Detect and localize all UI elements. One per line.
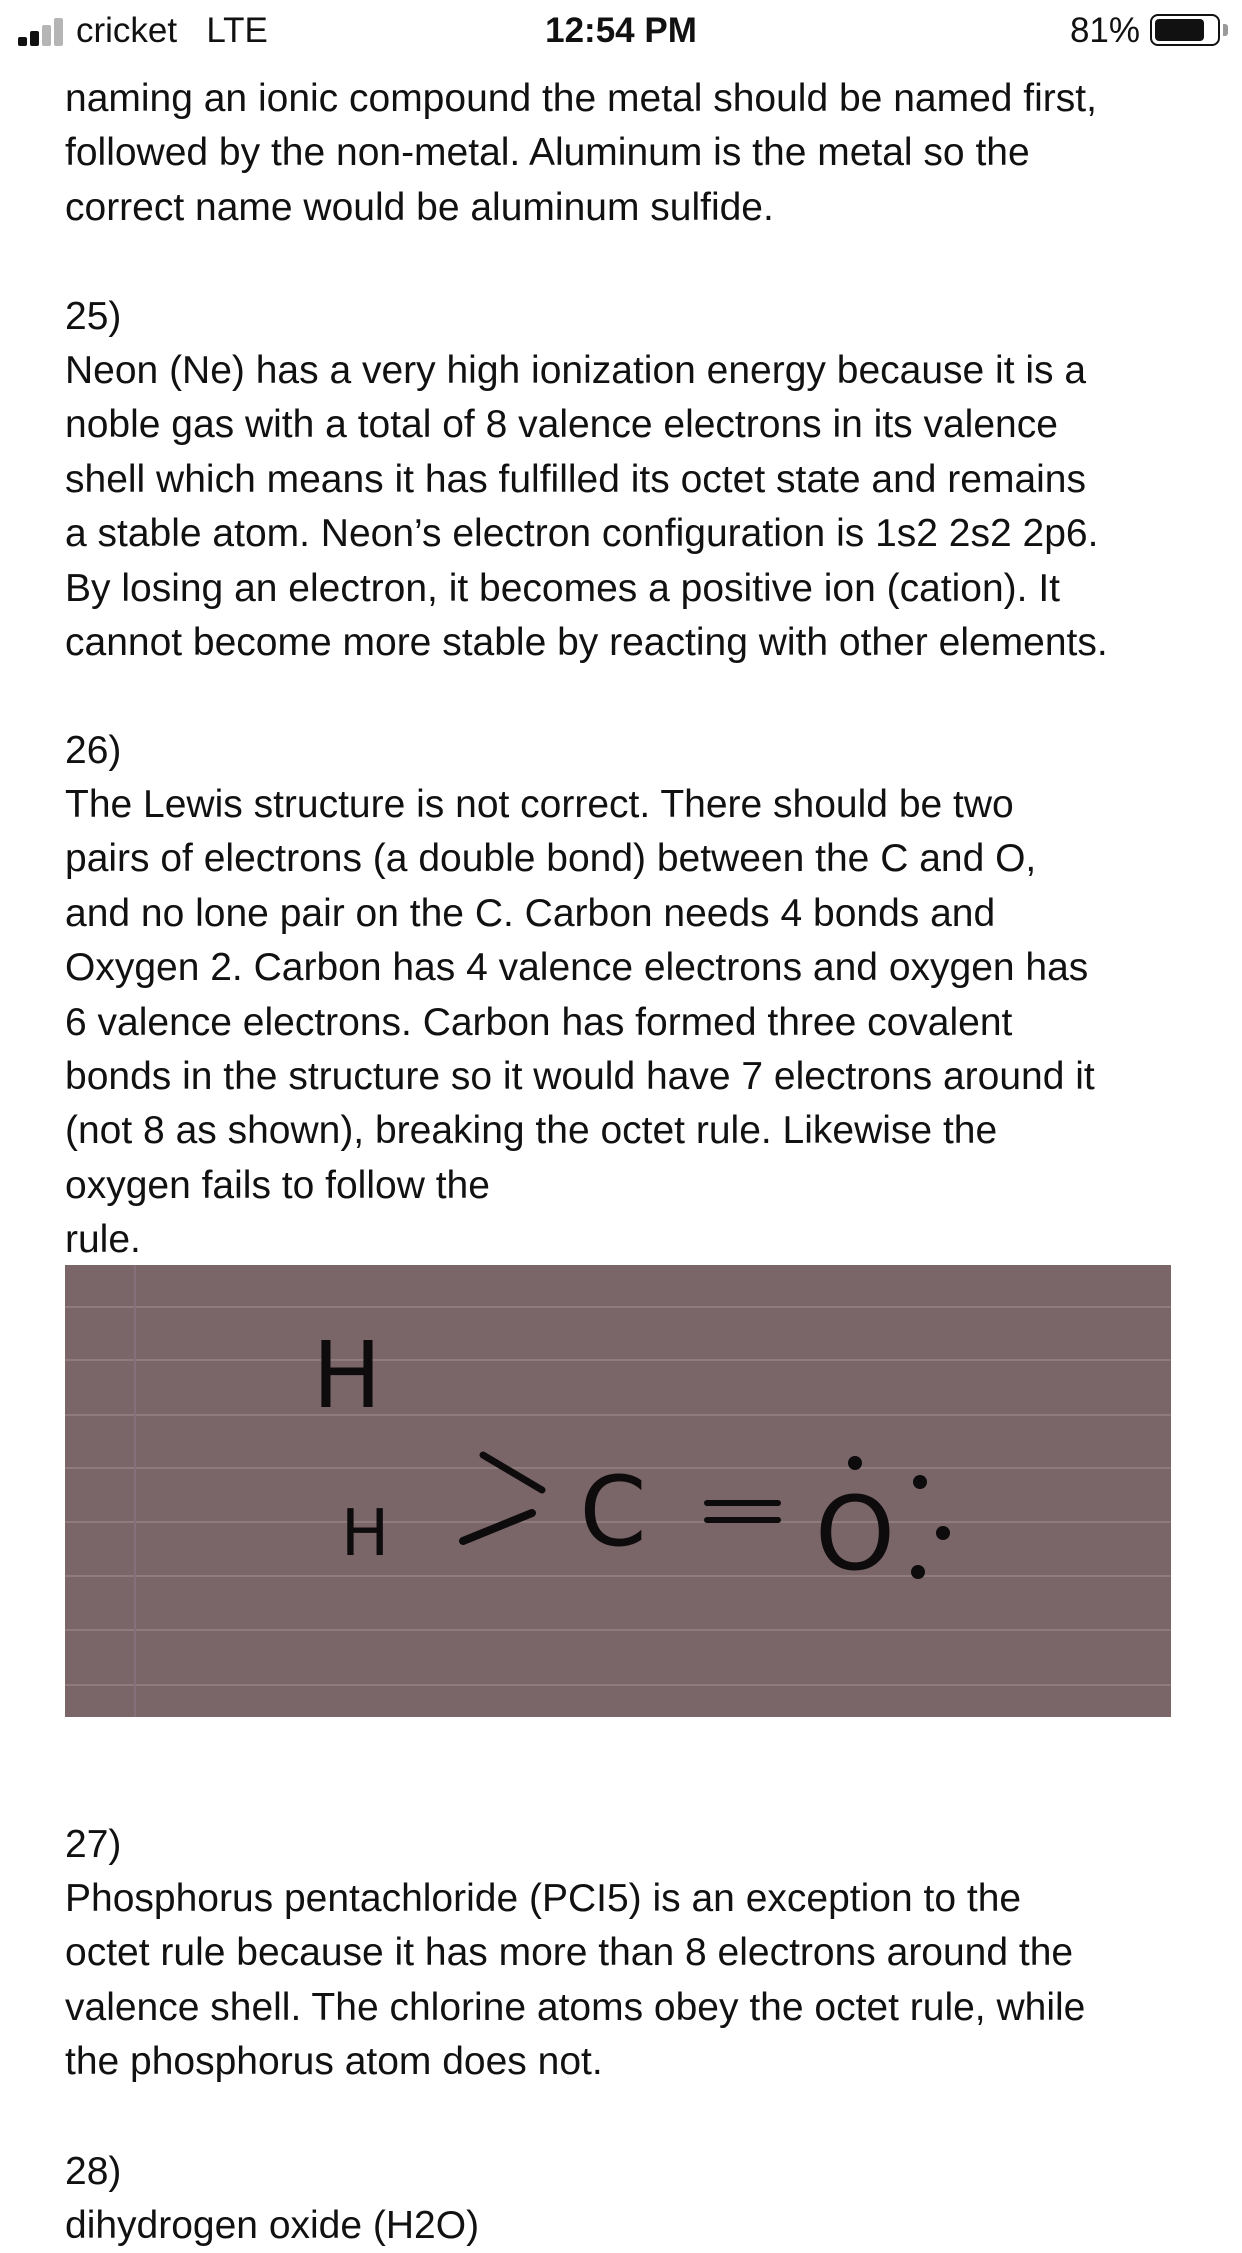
- battery-cap: [1223, 24, 1228, 36]
- question-25-number: 25): [65, 295, 122, 338]
- hydrogen-bottom-label: H: [340, 1497, 390, 1571]
- carbon-label: C: [579, 1456, 647, 1568]
- question-26-answer: The Lewis structure is not correct. There should be two pairs of electrons (a double bond) between the C and O, and no lone pair on the C. Carbon needs 4 bonds and Oxygen 2. Carbon has 4 valence electrons and oxygen has 6 valence electrons. Carbon has formed three covalent bonds in the structure so it would have 7 electrons around it (not 8 as shown), breaking the octet rule. Likewise the oxygen fails to follow the rule.: [65, 783, 1095, 1262]
- status-time: 12:54 PM: [545, 11, 697, 50]
- question-27-answer: Phosphorus pentachloride (PCI5) is an exception to the octet rule because it has more than 8 electrons around the valence shell. The chlorine atoms obey the octet rule, while the phosphorus atom does not.: [65, 1877, 1086, 2084]
- battery-percentage: 81%: [1069, 11, 1140, 50]
- status-bar: [0, 0, 1242, 62]
- bond-h-top-to-carbon: [483, 1455, 542, 1490]
- question-27-number: 27): [65, 1823, 122, 1866]
- battery-icon: [1150, 14, 1220, 46]
- lewis-structure-drawing: [65, 1265, 1171, 1717]
- question-25-answer: Neon (Ne) has a very high ionization energy because it is a noble gas with a total of 8 valence electrons in its valence shell which means it has fulfilled its octet state and remains a stable atom. Neon’s electron configuration is 1s2 2s2 2p6. By losing an electron, it becomes a positive ion (cation). It cannot become more stable by reacting with other elements.: [65, 349, 1108, 665]
- oxygen-label: O: [814, 1475, 896, 1594]
- question-26-number: 26): [65, 729, 122, 772]
- battery-fill: [1155, 19, 1204, 41]
- carrier-name: cricket: [76, 11, 178, 50]
- bond-h-bottom-to-carbon: [463, 1513, 532, 1541]
- question-28-number: 28): [65, 2150, 122, 2193]
- hydrogen-top-label: H: [312, 1322, 382, 1429]
- network-type: LTE: [206, 11, 268, 50]
- double-bond-c-o: [707, 1503, 778, 1520]
- lewis-structure-photo: [65, 1265, 1171, 1717]
- intro-paragraph: naming an ionic compound the metal should be named first, followed by the non-metal. Aluminum is the metal so the correct name would be aluminum sulfide.: [65, 77, 1097, 229]
- question-28-answer: dihydrogen oxide (H2O): [65, 2204, 480, 2247]
